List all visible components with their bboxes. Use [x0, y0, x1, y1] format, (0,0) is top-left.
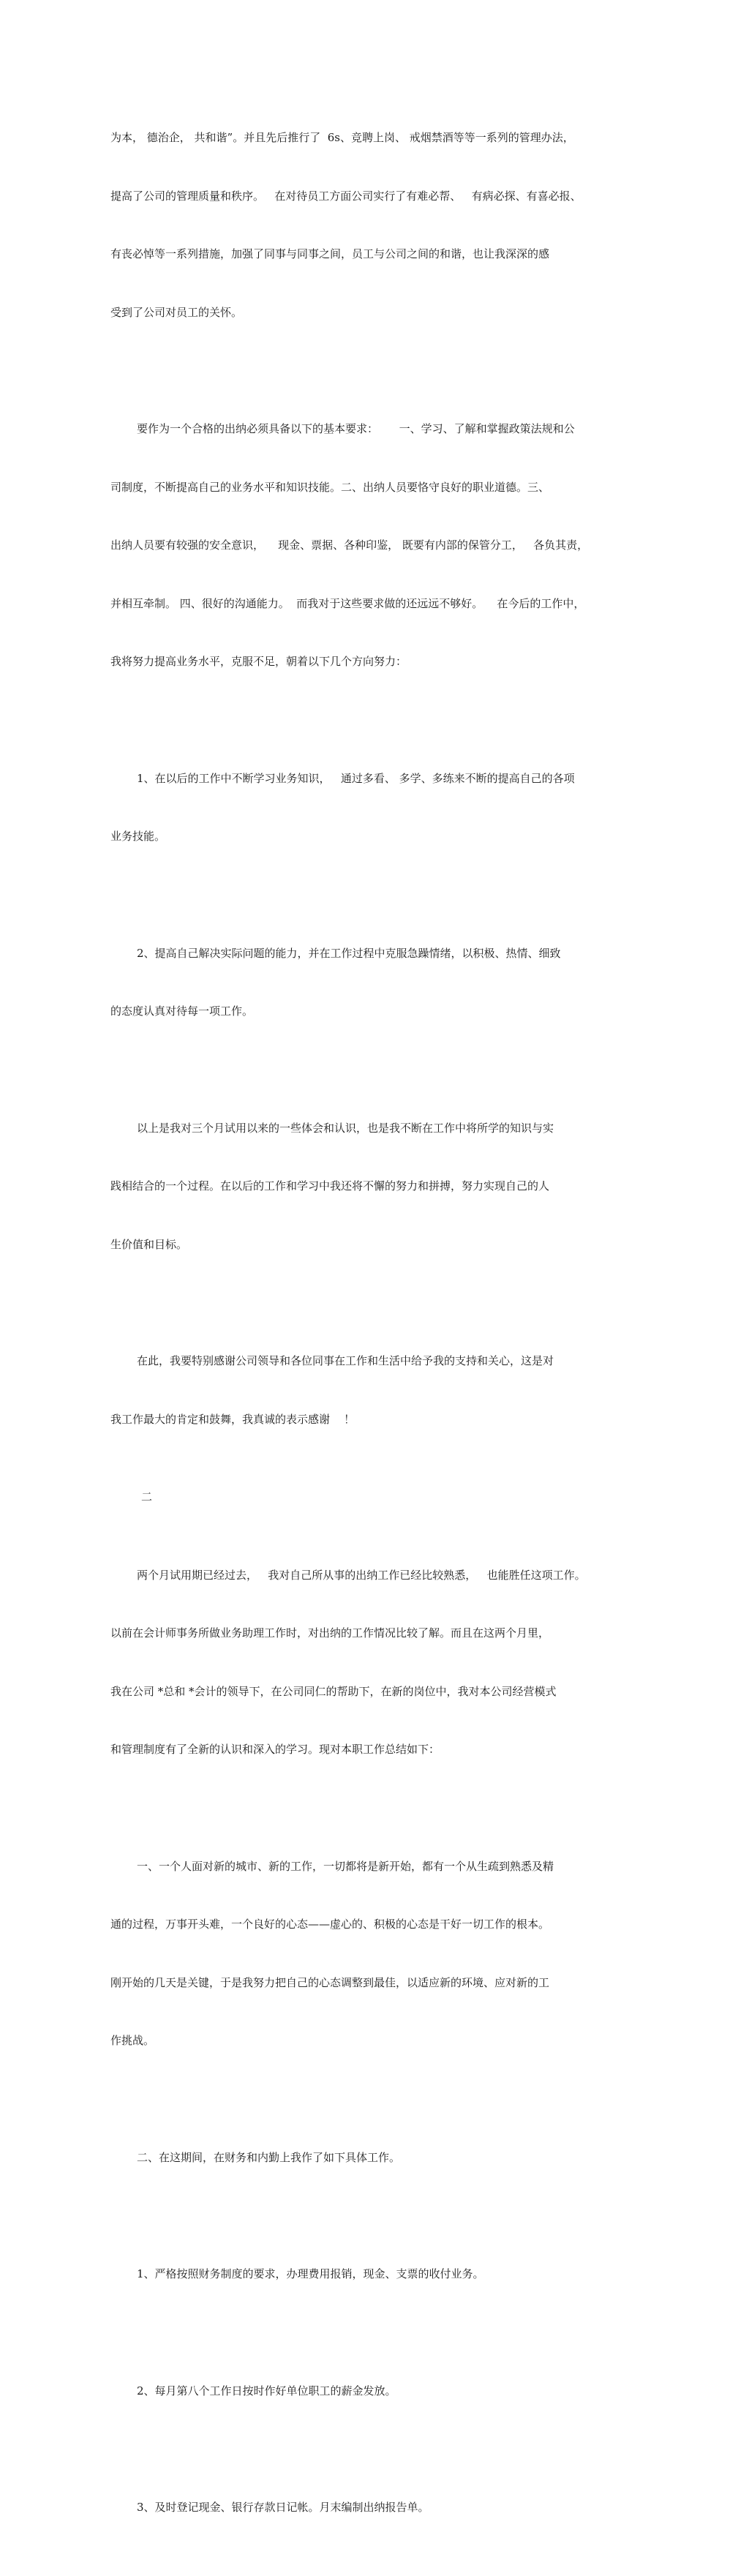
text-line: 作挑战。: [110, 2034, 155, 2047]
text-line: 出纳人员要有较强的安全意识， 现金、票据、各种印鉴， 既要有内部的保管分工， 各负其责，: [110, 538, 589, 552]
paragraph: [110, 380, 637, 710]
text-line: 以前在会计师事务所做业务助理工作时，对出纳的工作情况比较了解。而且在这两个月里，: [110, 1626, 550, 1640]
text-line: 我工作最大的肯定和鼓舞，我真诚的表示感谢 ！: [110, 1412, 355, 1426]
text-line: 我在公司 *总和 *会计的领导下，在公司同仁的帮助下，在新的岗位中，我对本公司经营模式: [110, 1684, 557, 1698]
text-line: 提高了公司的管理质量和秩序。 在对待员工方面公司实行了有难必帮、 有病必探、有喜必报、: [110, 189, 581, 203]
paragraph: [110, 1527, 637, 1798]
text-line: 3、及时登记现金、银行存款日记帐。月末编制出纳报告单。: [137, 2501, 429, 2514]
text-line: 通的过程，万事开头难，一个良好的心态——虚心的、积极的心态是干好一切工作的根本。: [110, 1918, 550, 1931]
paragraph: [110, 1313, 637, 1468]
text-line: 二、在这期间，在财务和内勤上我作了如下具体工作。: [137, 2150, 401, 2164]
text-line: 一、一个人面对新的城市、新的工作，一切都将是新开始，都有一个从生疏到熟悉及精: [137, 1859, 554, 1873]
text-line: 的态度认真对待每一项工作。: [110, 1005, 254, 1018]
text-line: 以上是我对三个月试用以来的一些体会和认识，也是我不断在工作中将所学的知识与实: [137, 1121, 554, 1135]
paragraph: [110, 89, 637, 361]
paragraph: [110, 2226, 637, 2323]
text-line: 业务技能。: [110, 830, 166, 843]
document-body: [110, 89, 637, 2576]
paragraph: [110, 730, 637, 885]
paragraph: [110, 1080, 637, 1293]
text-line: 生价值和目标。: [110, 1237, 188, 1251]
text-line: 我将努力提高业务水平，克服不足，朝着以下几个方向努力：: [110, 655, 407, 668]
text-line: 受到了公司对员工的关怀。: [110, 305, 243, 319]
text-line: 要作为一个合格的出纳必须具备以下的基本要求： 一、学习、了解和掌握政策法规和公: [137, 422, 575, 435]
paragraph: [110, 2459, 637, 2556]
text-line: 2、提高自己解决实际问题的能力，并在工作过程中克服急躁情绪，以积极、热情、细致: [137, 946, 561, 960]
text-line: 践相结合的一个过程。在以后的工作和学习中我还将不懈的努力和拼搏，努力实现自己的人: [110, 1179, 550, 1193]
paragraph: [110, 1818, 637, 2089]
text-line: 并相互牵制。 四、很好的沟通能力。 而我对于这些要求做的还远远不够好。 在今后的工作中，: [110, 596, 585, 610]
text-line: 为本， 德治企， 共和谐”。并且先后推行了 6s、竞聘上岗、 戒烟禁酒等等一系列的管理办法，: [110, 131, 574, 144]
text-line: 和管理制度有了全新的认识和深入的学习。现对本职工作总结如下：: [110, 1743, 440, 1756]
text-line: 刚开始的几天是关键，于是我努力把自己的心态调整到最佳，以适应新的环境、应对新的工: [110, 1975, 550, 1989]
paragraph: [110, 2343, 637, 2440]
paragraph: [110, 2109, 637, 2207]
text-line: 2、每月第八个工作日按时作好单位职工的薪金发放。: [137, 2384, 396, 2397]
paragraph: [110, 905, 637, 1060]
text-line: 两个月试用期已经过去， 我对自己所从事的出纳工作已经比较熟悉， 也能胜任这项工作。: [137, 1568, 586, 1582]
text-line: 有丧必悼等一系列措施，加强了同事与同事之间，员工与公司之间的和谐，也让我深深的感: [110, 247, 550, 260]
text-line: 在此，我要特别感谢公司领导和各位同事在工作和生活中给予我的支持和关心，这是对: [137, 1354, 554, 1367]
text-line: 1、严格按照财务制度的要求，办理费用报销，现金、支票的收付业务。: [137, 2267, 484, 2280]
section-heading: 二: [141, 1490, 153, 1503]
text-line: 司制度，不断提高自己的业务水平和知识技能。二、出纳人员要恪守良好的职业道德。三、: [110, 480, 550, 494]
text-line: 1、在以后的工作中不断学习业务知识， 通过多看、 多学、多练来不断的提高自己的各项: [137, 771, 575, 785]
